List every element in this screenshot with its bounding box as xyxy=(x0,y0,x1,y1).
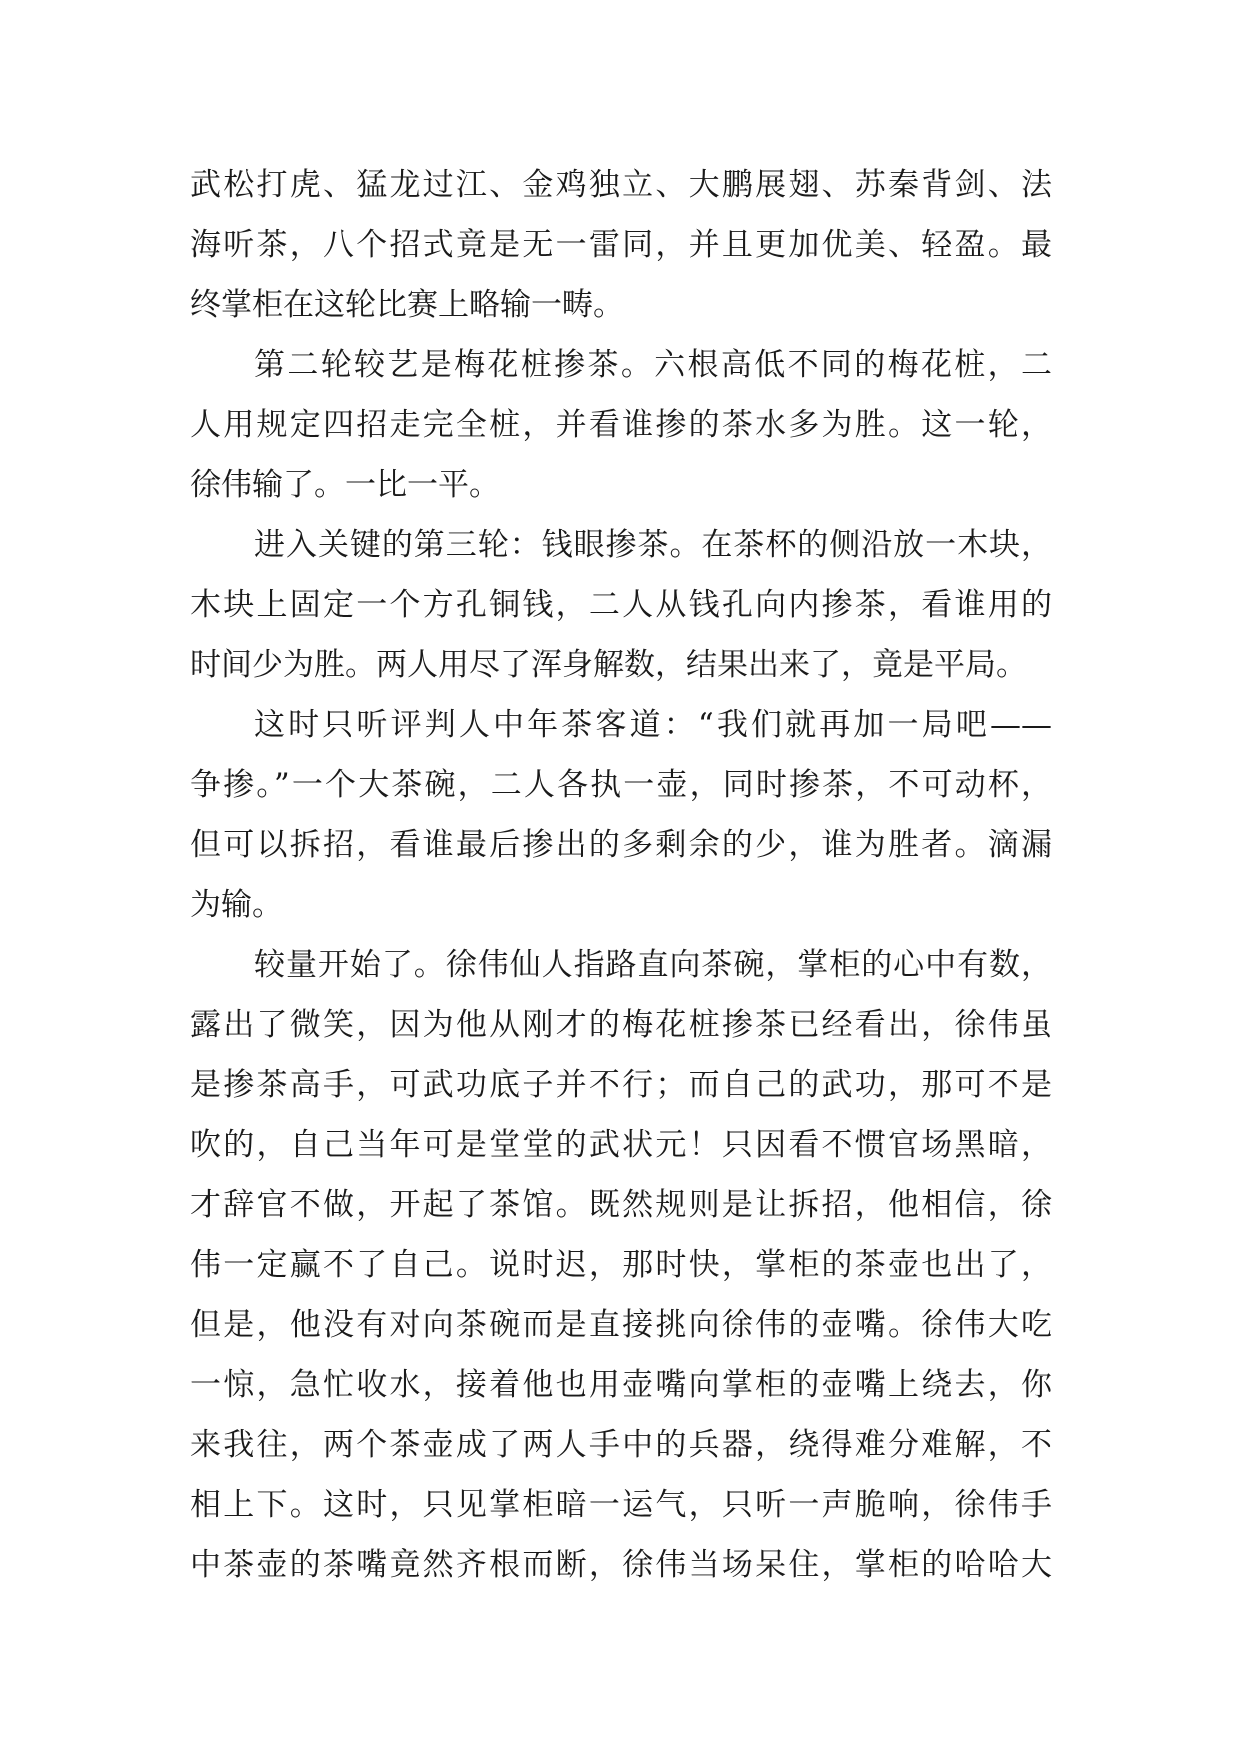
paragraph-2 xyxy=(190,335,1052,515)
text-line: 较量开始了。徐伟仙人指路直向茶碗，掌柜的心中有数， xyxy=(254,947,1052,983)
text-line: 来我往，两个茶壶成了两人手中的兵器，绕得难分难解，不 xyxy=(190,1427,1052,1463)
text-line: 中茶壶的茶嘴竟然齐根而断，徐伟当场呆住，掌柜的哈哈大 xyxy=(190,1547,1052,1583)
text-line: 为输。 xyxy=(190,887,283,923)
paragraph-1 xyxy=(190,155,1052,335)
text-line: 但是，他没有对向茶碗而是直接挑向徐伟的壶嘴。徐伟大吃 xyxy=(190,1307,1052,1343)
text-line: 争掺。”一个大茶碗，二人各执一壶，同时掺茶，不可动杯， xyxy=(190,767,1052,803)
text-line: 人用规定四招走完全桩，并看谁掺的茶水多为胜。这一轮， xyxy=(190,407,1052,443)
text-line: 时间少为胜。两人用尽了浑身解数，结果出来了，竟是平局。 xyxy=(190,647,1027,683)
text-line: 一惊，急忙收水，接着他也用壶嘴向掌柜的壶嘴上绕去，你 xyxy=(190,1367,1052,1403)
text-line: 相上下。这时，只见掌柜暗一运气，只听一声脆响，徐伟手 xyxy=(190,1487,1052,1523)
text-line: 伟一定赢不了自己。说时迟，那时快，掌柜的茶壶也出了， xyxy=(190,1247,1052,1283)
text-line: 吹的，自己当年可是堂堂的武状元！只因看不惯官场黑暗， xyxy=(190,1127,1052,1163)
text-line: 海听茶，八个招式竟是无一雷同，并且更加优美、轻盈。最 xyxy=(190,227,1052,263)
text-line: 这时只听评判人中年茶客道：“我们就再加一局吧—— xyxy=(254,707,1052,743)
text-line: 徐伟输了。一比一平。 xyxy=(190,467,500,503)
body-text xyxy=(190,155,1052,1595)
text-line: 但可以拆招，看谁最后掺出的多剩余的少，谁为胜者。滴漏 xyxy=(190,827,1052,863)
text-line: 才辞官不做，开起了茶馆。既然规则是让拆招，他相信，徐 xyxy=(190,1187,1052,1223)
paragraph-4 xyxy=(190,695,1052,935)
text-line: 进入关键的第三轮：钱眼掺茶。在茶杯的侧沿放一木块， xyxy=(254,527,1052,563)
text-line: 露出了微笑，因为他从刚才的梅花桩掺茶已经看出，徐伟虽 xyxy=(190,1007,1052,1043)
paragraph-3 xyxy=(190,515,1052,695)
text-line: 终掌柜在这轮比赛上略输一畴。 xyxy=(190,287,624,323)
text-line: 第二轮较艺是梅花桩掺茶。六根高低不同的梅花桩，二 xyxy=(254,347,1052,383)
text-line: 武松打虎、猛龙过江、金鸡独立、大鹏展翅、苏秦背剑、法 xyxy=(190,167,1052,203)
text-line: 木块上固定一个方孔铜钱，二人从钱孔向内掺茶，看谁用的 xyxy=(190,587,1052,623)
paragraph-5 xyxy=(190,935,1052,1595)
text-line: 是掺茶高手，可武功底子并不行；而自己的武功，那可不是 xyxy=(190,1067,1052,1103)
